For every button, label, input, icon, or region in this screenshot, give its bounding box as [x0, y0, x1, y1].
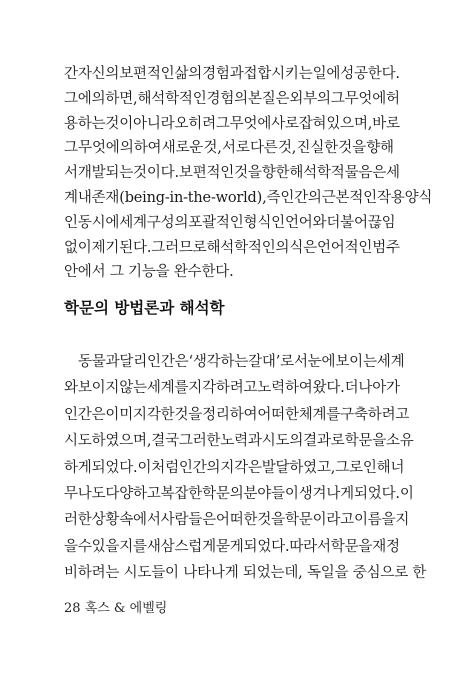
- text-line: 인간은 이미 지각한 것을 정리하여 어떠한 체계를 구축하려고: [64, 406, 410, 423]
- section-heading: 학문의 방법론과 해석학: [64, 299, 225, 317]
- text-line: 비하려는 시도들이 나타나게 되었는데, 독일을 중심으로 한: [64, 565, 427, 582]
- text-line: 시도하였으며, 결국 그러한 노력과 시도의 결과로 학문을 소유: [64, 433, 414, 450]
- page-footer: [64, 600, 167, 618]
- running-title: 혹스 & 에벨링: [84, 601, 168, 616]
- text-line: 안에서 그 기능을 완수한다.: [64, 264, 234, 281]
- text-line: 서 개발되는 것이다. 보편적인 것을 향한 해석학적 물음은 세: [64, 165, 400, 182]
- text-line: 러한 상황 속에서 사람들은 어떠한 것을 학문이라고 이름을 지: [64, 512, 410, 529]
- text-line: 무나도 다양하고 복잡한 학문의 분야들이 생겨나게 되었다. 이: [64, 486, 414, 502]
- text-line: 그 무엇에 의하여 새로운 것, 서로 다른 것, 진실한 것을 향해: [64, 140, 394, 157]
- text-line: 없이 제기된다. 그러므로 해석학적인 의식은 언어적인 범주: [64, 239, 400, 256]
- page-number: 28: [64, 601, 81, 616]
- text-line: 인 동시에 세계 구성의 포괄적인 형식인 언어와 더불어 끊임: [64, 214, 396, 231]
- text-line: 그에 의하면, 해석학적인 경험의 본질은 외부의 그 무엇에 허: [64, 90, 400, 107]
- text-line: 동물과 달리 인간은 ‘생각하는 갈대’로서 눈에 보이는 세계: [78, 354, 405, 370]
- text-line: 하게 되었다. 이처럼 인간의 지각은 발달하였고, 그로 인해 너: [64, 459, 405, 476]
- text-line: 간 자신의 보편적인 삶의 경험과 접합시키는 일에 성공한다.: [64, 66, 400, 82]
- text-line: 을 수 있을지를 새삼스럽게 묻게 되었다. 따라서 학문을 재정: [64, 538, 400, 555]
- text-line: 용하는 것이 아니라 오히려 그 무엇에 사로잡혀 있으며, 바로: [64, 115, 400, 132]
- text-line: 와 보이지 않는 세계를 지각하려고 노력하여 왔다. 더 나아가: [64, 380, 400, 397]
- text-line: 계 내 존재(being-in-the-world), 즉 인간의 근본적인 작용 양식: [64, 190, 433, 206]
